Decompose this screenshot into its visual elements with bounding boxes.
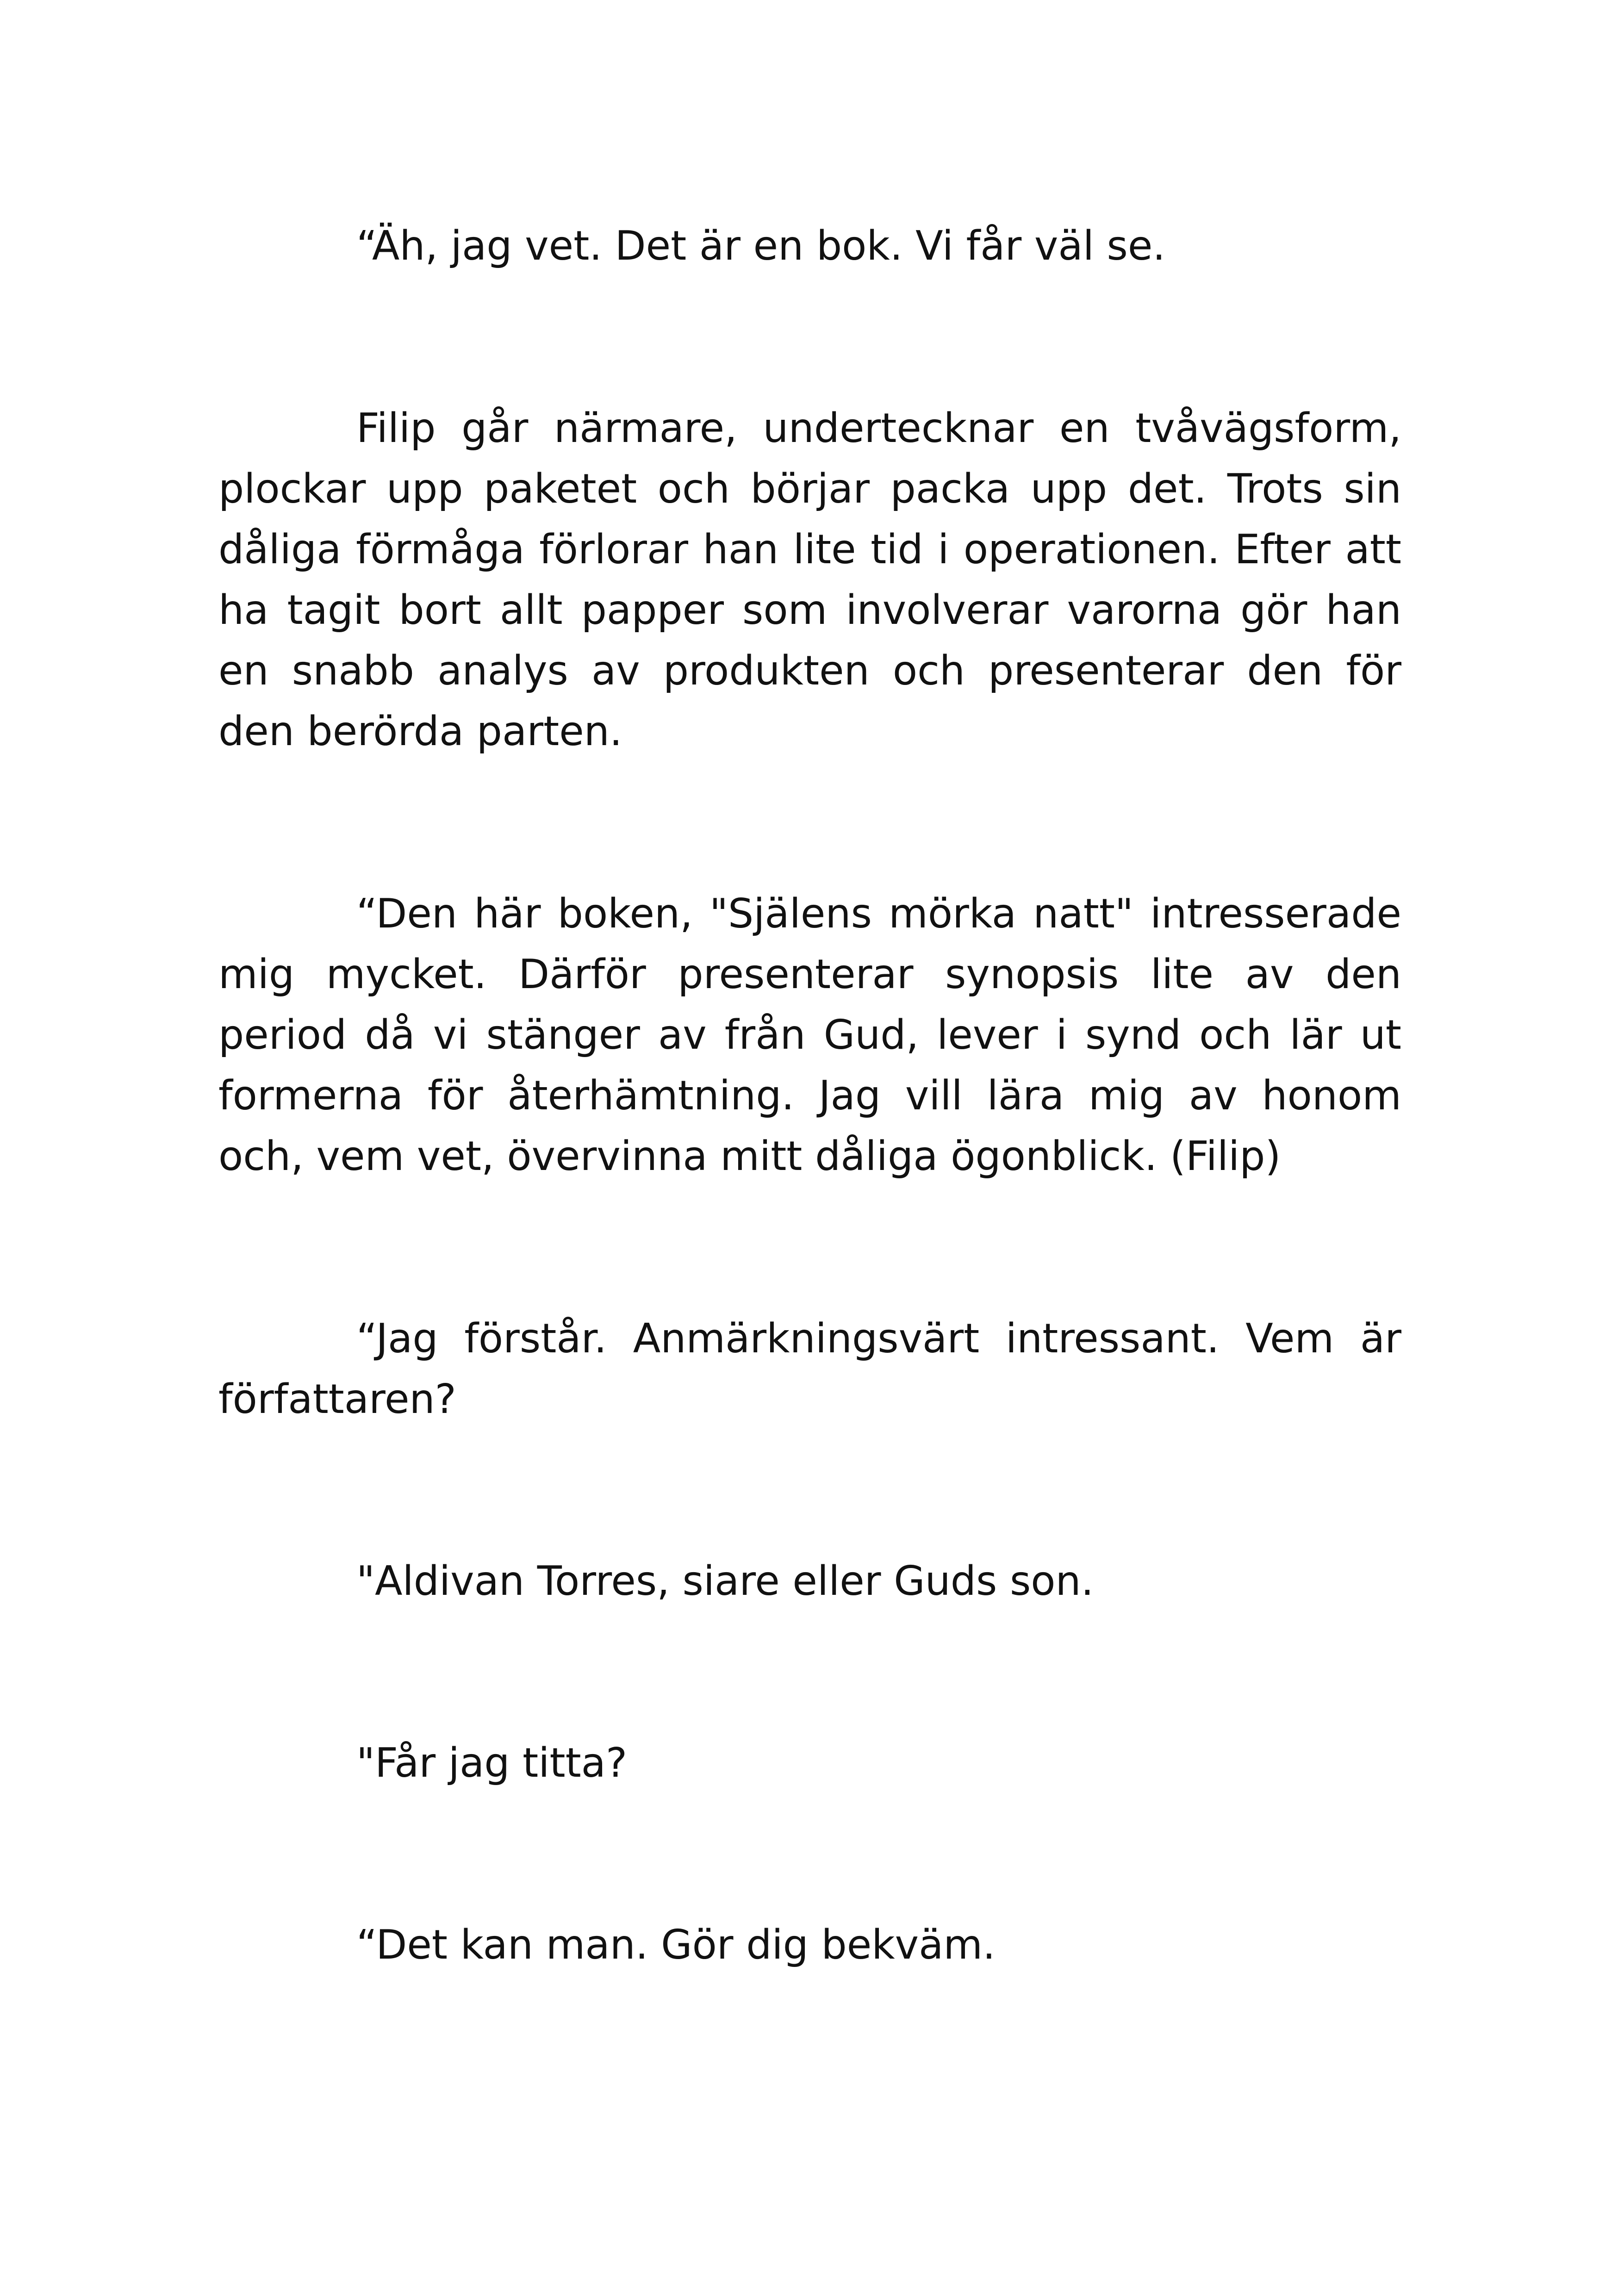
paragraph-6: "Får jag titta? bbox=[356, 1739, 628, 1786]
paragraph-2: Filip går närmare, undertecknar en tvåvägsform, plockar upp paketet och börjar packa upp det. Trots sin dåliga förmåga förlorar han lite tid i operationen. Efter att ha tagit bort allt papper som involverar varorna gör han en snabb analys av produkten och presenterar den för den berörda parten. bbox=[218, 404, 1401, 755]
paragraph-4: “Jag förstår. Anmärkningsvärt intressant. Vem är författaren? bbox=[218, 1315, 1401, 1423]
paragraph-5: "Aldivan Torres, siare eller Guds son. bbox=[356, 1557, 1094, 1605]
paragraph-7: “Det kan man. Gör dig bekväm. bbox=[356, 1921, 996, 1968]
paragraph-1: “Äh, jag vet. Det är en bok. Vi får väl se. bbox=[356, 222, 1166, 269]
paragraph-3: “Den här boken, "Själens mörka natt" intresserade mig mycket. Därför presenterar synopsis lite av den period då vi stänger av från Gud, lever i synd och lär ut formerna för återhämtning. Jag vill lära mig av honom och, vem vet, övervinna mitt dåliga ögonblick. (Filip) bbox=[218, 890, 1401, 1180]
